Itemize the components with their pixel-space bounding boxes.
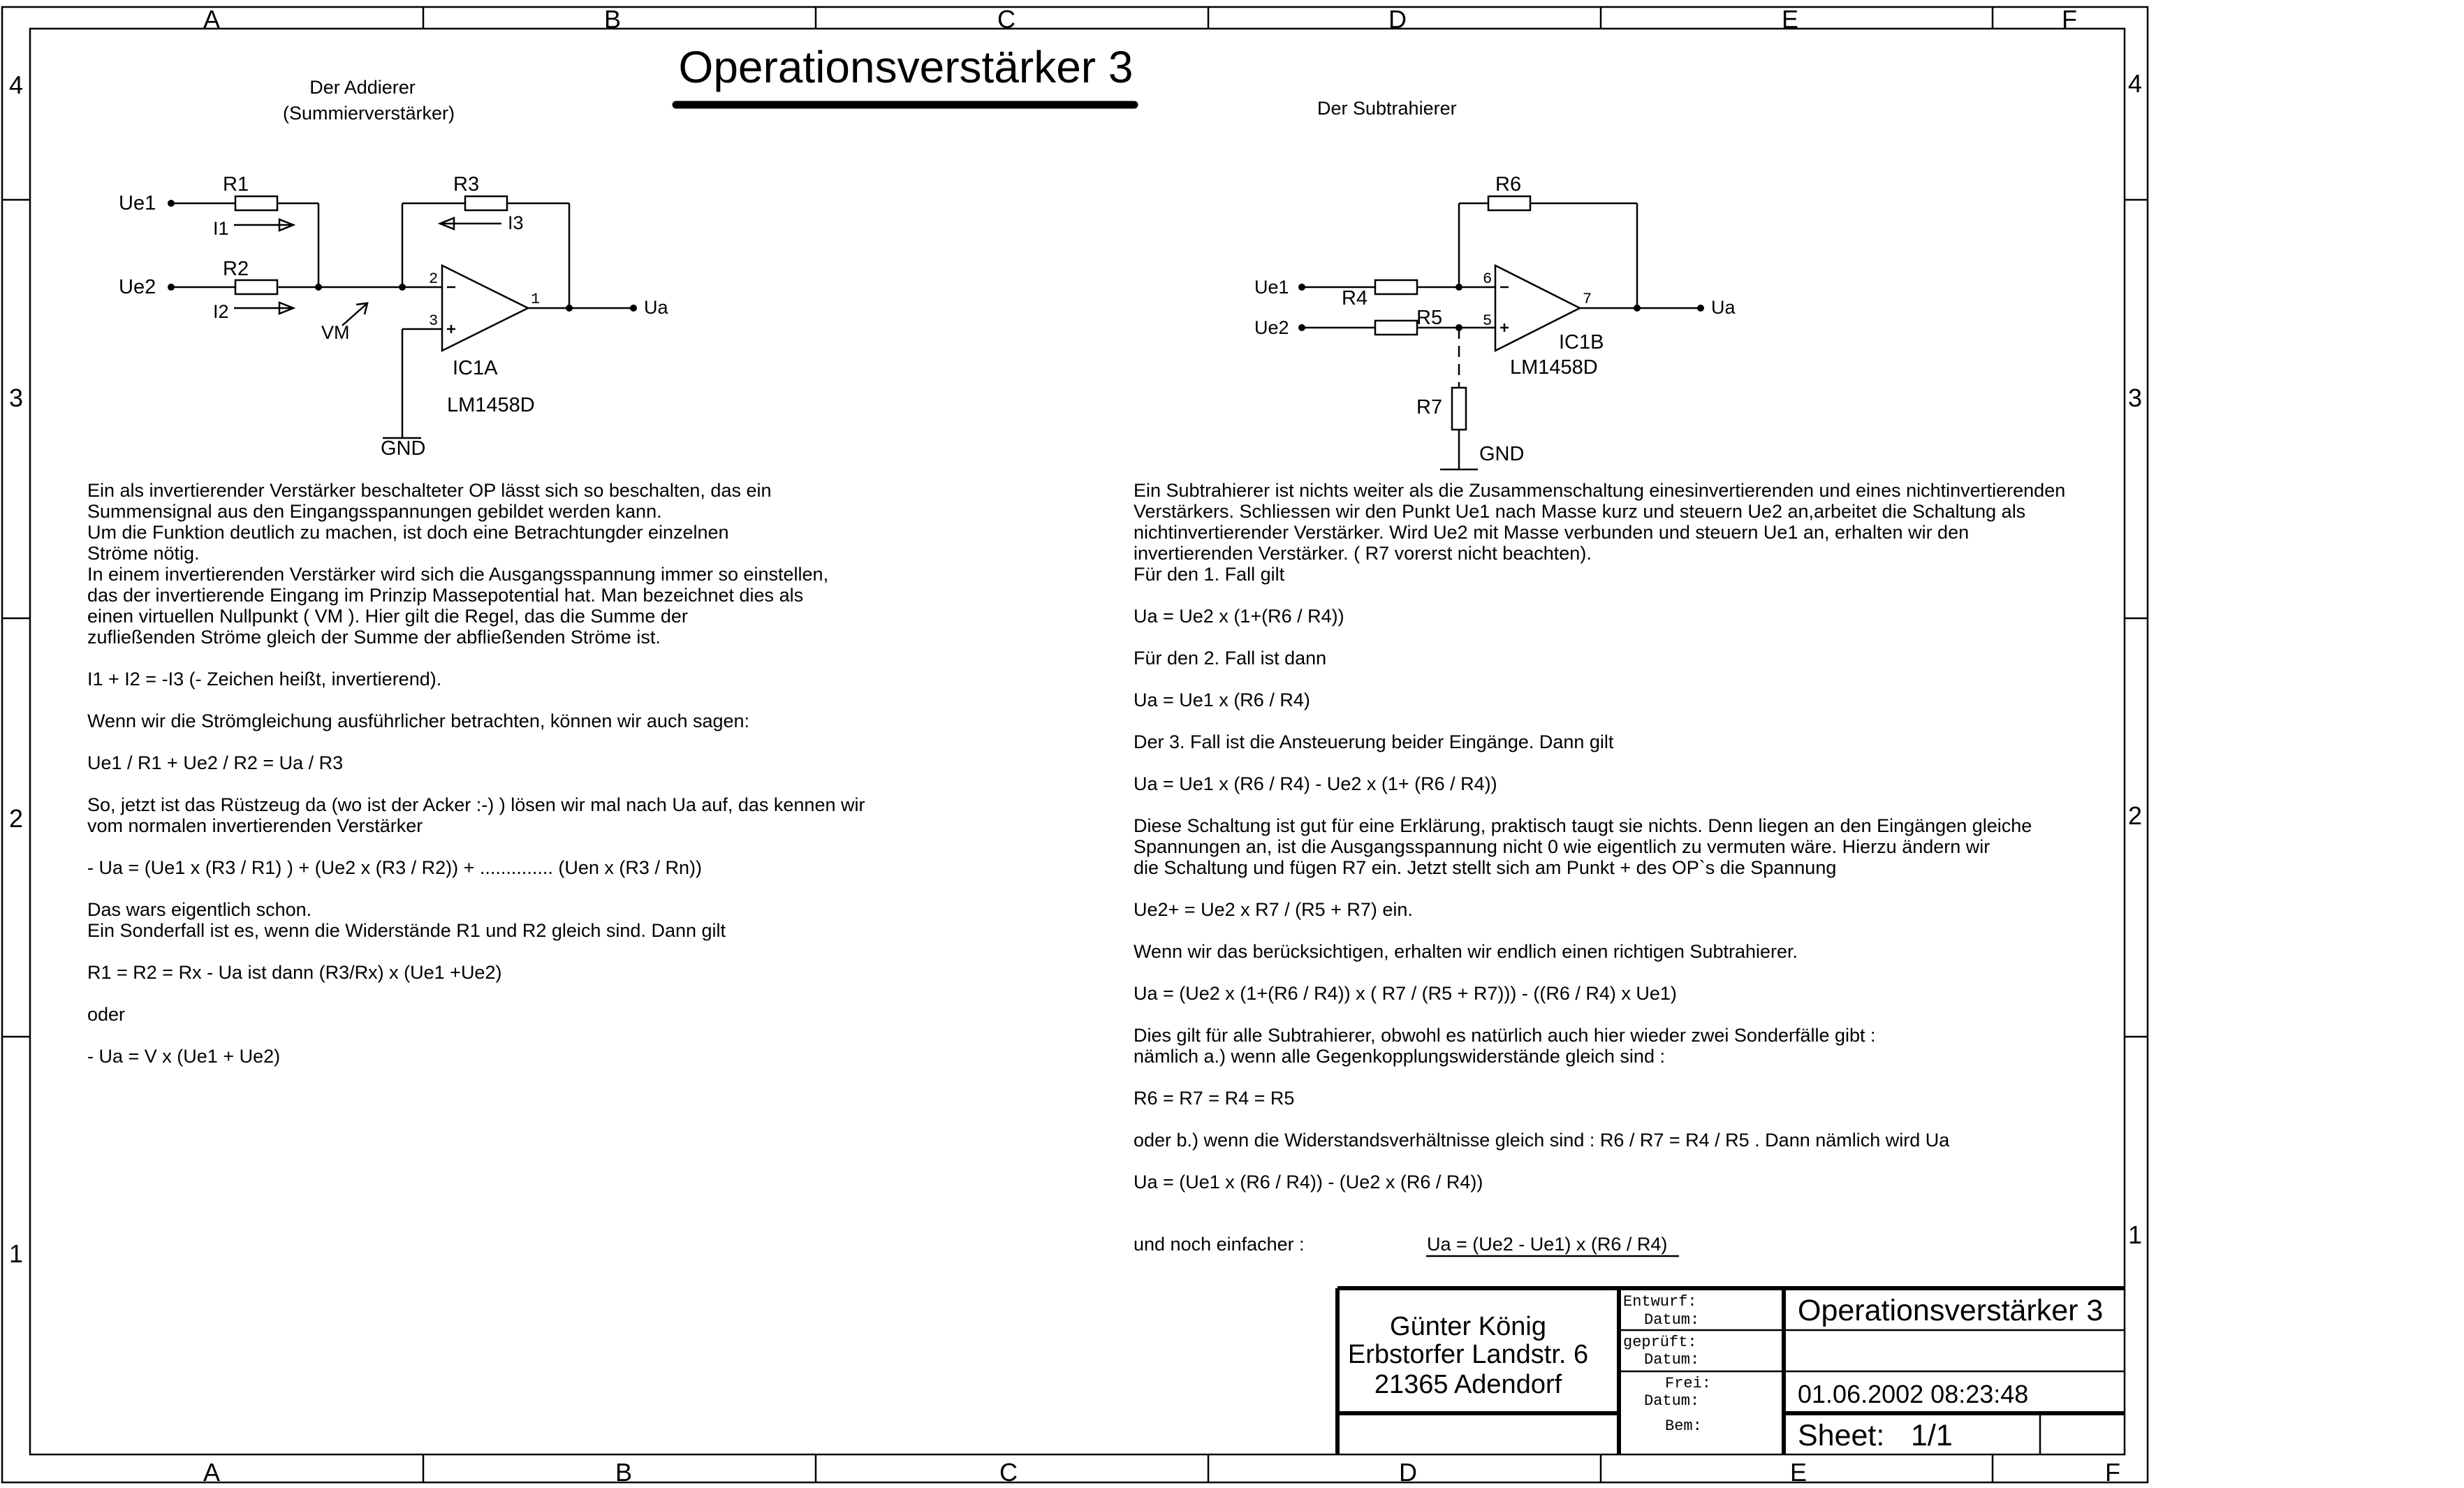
adder-subheading: (Summierverstärker) [282,103,455,124]
adder-text-line: Summensignal aus den Eingangsspannungen gebildet werden kann. [87,501,662,522]
resistor-r2 [235,280,277,294]
row-label-2-right: 2 [2127,801,2143,830]
subtractor-text-line: Für den 2. Fall ist dann [1134,648,1327,669]
final-formula: Ua = (Ue2 - Ue1) x (R6 / R4) [1427,1234,1668,1255]
adder-label-ic1a: IC1A [453,357,498,379]
col-label-f-top: F [2062,5,2077,34]
col-label-b-bottom: B [615,1458,633,1487]
adder-label-vm: VM [321,322,350,343]
adder-text-line: R1 = R2 = Rx - Ua ist dann (R3/Rx) x (Ue1 +Ue2) [87,962,502,983]
adder-label-i2: I2 [213,301,229,322]
subtractor-text-line: Diese Schaltung ist gut für eine Erklärung, praktisch taugt sie nichts. Denn liegen an den Eingängen gleiche [1134,815,2032,836]
subtractor-label-part: LM1458D [1510,356,1598,379]
subtractor-text-line: R6 = R7 = R4 = R5 [1134,1088,1295,1109]
subtractor-text-line: oder b.) wenn die Widerstandsverhältnisse gleich sind : R6 / R7 = R4 / R5 . Dann nämlich wird Ua [1134,1130,1950,1151]
adder-text-line: vom normalen invertierenden Verstärker [87,815,423,836]
resistor-r7 [1452,388,1466,430]
col-label-c-top: C [997,5,1015,34]
subtractor-label-ue2: Ue2 [1254,317,1289,338]
col-label-e-bottom: E [1789,1458,1807,1487]
subtractor-text-line: Ua = (Ue1 x (R6 / R4)) - (Ue2 x (R6 / R4)) [1134,1172,1483,1192]
adder-text-line: Wenn wir die Strömgleichung ausführlicher betrachten, können wir auch sagen: [87,710,750,731]
label-frei: Frei: [1665,1375,1712,1392]
final-formula-label: und noch einfacher : [1134,1234,1305,1255]
adder-text-line: Ein Sonderfall ist es, wenn die Widerstände R1 und R2 gleich sind. Dann gilt [87,920,726,941]
adder-label-ua: Ua [644,297,668,318]
adder-explanation [87,480,865,1067]
adder-text-line: So, jetzt ist das Rüstzeug da (wo ist der Acker :-) ) lösen wir mal nach Ua auf, das kennen wir [87,794,865,815]
label-geprueft: geprüft: [1623,1334,1697,1351]
label-entwurf: Entwurf: [1623,1293,1697,1311]
author-name: Günter König [1390,1312,1546,1341]
title-block-title: Operationsverstärker 3 [1798,1294,2104,1327]
adder-label-r2: R2 [223,258,249,280]
col-label-d-bottom: D [1399,1458,1417,1487]
adder-text-line: In einem invertierenden Verstärker wird sich die Ausgangsspannung immer so einstellen, [87,564,829,585]
subtractor-text-line: nichtinvertierender Verstärker. Wird Ue2 mit Masse verbunden und steuern Ue1 an, erhalten wir den [1134,522,1970,543]
resistor-r5 [1375,321,1417,335]
col-label-d-top: D [1388,5,1407,34]
row-label-4-right: 4 [2127,69,2143,98]
page-title: Operationsverstärker 3 [678,42,1134,92]
row-label-3-right: 3 [2127,384,2143,412]
adder-pin-3: 3 [429,312,439,330]
subtractor-label-ic1b: IC1B [1559,331,1604,353]
row-label-1-left: 1 [8,1239,24,1268]
adder-label-r1: R1 [223,173,249,196]
row-label-3-left: 3 [8,384,24,412]
sheet-label: Sheet: [1798,1419,1885,1452]
subtractor-circuit [1254,98,1736,469]
row-label-2-left: 2 [8,804,24,833]
resistor-r3 [465,196,507,210]
subtractor-text-line: Verstärkers. Schliessen wir den Punkt Ue1 nach Masse kurz und steuern Ue2 an,arbeitet die Schaltung als [1134,501,2026,522]
subtractor-text-line: nämlich a.) wenn alle Gegenkopplungswiderstände gleich sind : [1134,1046,1665,1067]
label-datum-2: Datum: [1644,1351,1700,1369]
subtractor-label-r6: R6 [1495,173,1522,196]
resistor-r4 [1375,280,1417,294]
label-bem: Bem: [1665,1417,1702,1435]
adder-text-line: Ein als invertierender Verstärker beschalteter OP lässt sich so beschalten, das ein [87,480,772,501]
subtractor-text-line: invertierenden Verstärker. ( R7 vorerst nicht beachten). [1134,543,1592,564]
subtractor-label-r5: R5 [1416,307,1443,329]
col-label-a-bottom: A [203,1458,221,1487]
adder-text-line: - Ua = V x (Ue1 + Ue2) [87,1046,281,1067]
label-datum-3: Datum: [1644,1392,1700,1410]
row-label-4-left: 4 [8,71,24,99]
col-label-c-bottom: C [999,1458,1018,1487]
subtractor-explanation [1134,480,2065,1192]
adder-pin-2: 2 [429,270,439,288]
subtractor-text-line: Spannungen an, ist die Ausgangsspannung nicht 0 wie eigentlich zu vermuten wäre. Hierzu ändern wir [1134,836,1990,857]
subtractor-text-line: Für den 1. Fall gilt [1134,564,1285,585]
adder-circuit [119,77,668,460]
adder-pin-1: 1 [531,291,541,308]
col-label-b-top: B [603,5,622,34]
adder-label-i3: I3 [508,212,524,233]
subtractor-pin-5: 5 [1483,312,1493,330]
resistor-r6 [1488,196,1530,210]
subtractor-label-ua: Ua [1711,297,1736,318]
adder-text-line: einen virtuellen Nullpunkt ( VM ). Hier gilt die Regel, das die Summe der [87,606,688,627]
subtractor-label-gnd: GND [1479,443,1525,465]
row-label-1-right: 1 [2127,1220,2143,1249]
subtractor-pin-7: 7 [1583,291,1592,308]
adder-text-line: Um die Funktion deutlich zu machen, ist doch eine Betrachtungder einzelnen [87,522,729,543]
adder-text-line: Ströme nötig. [87,543,200,564]
adder-label-ue2: Ue2 [119,276,156,298]
subtractor-label-r4: R4 [1342,287,1368,309]
resistor-r1 [235,196,277,210]
title-block [1337,1288,2125,1454]
adder-text-line: Das wars eigentlich schon. [87,899,312,920]
col-label-f-bottom: F [2105,1458,2120,1487]
subtractor-label-ue1: Ue1 [1254,277,1289,298]
subtractor-text-line: Dies gilt für alle Subtrahierer, obwohl es natürlich auch hier wieder zwei Sonderfälle gibt : [1134,1025,1876,1046]
author-city: 21365 Adendorf [1374,1370,1562,1399]
subtractor-text-line: Ua = Ue1 x (R6 / R4) - Ue2 x (1+ (R6 / R4)) [1134,773,1497,794]
adder-label-part: LM1458D [447,394,535,416]
subtractor-heading: Der Subtrahierer [1317,98,1457,119]
adder-label-gnd: GND [381,437,426,460]
adder-text-line: Ue1 / R1 + Ue2 / R2 = Ua / R3 [87,752,344,773]
subtractor-text-line: Der 3. Fall ist die Ansteuerung beider Eingänge. Dann gilt [1134,731,1614,752]
adder-label-ue1: Ue1 [119,192,156,214]
adder-label-i1: I1 [213,218,229,239]
adder-text-line: zufließenden Ströme gleich der Summe der abfließenden Ströme ist. [87,627,661,648]
subtractor-text-line: Ua = (Ue2 x (1+(R6 / R4)) x ( R7 / (R5 + R7))) - ((R6 / R4) x Ue1) [1134,983,1677,1004]
sheet-value: 1/1 [1911,1419,1953,1452]
adder-text-line: das der invertierende Eingang im Prinzip Massepotential hat. Man bezeichnet dies als [87,585,804,606]
subtractor-label-r7: R7 [1416,396,1443,418]
author-street: Erbstorfer Landstr. 6 [1347,1340,1589,1369]
col-label-e-top: E [1781,5,1799,34]
title-block-date: 01.06.2002 08:23:48 [1798,1380,2029,1408]
opamp-ic1a [442,265,528,351]
subtractor-text-line: die Schaltung und fügen R7 ein. Jetzt stellt sich am Punkt + des OP`s die Spannung [1134,857,1837,878]
adder-label-r3: R3 [453,173,480,196]
subtractor-text-line: Wenn wir das berücksichtigen, erhalten wir endlich einen richtigen Subtrahierer. [1134,941,1798,962]
subtractor-pin-6: 6 [1483,270,1493,288]
adder-heading: Der Addierer [309,77,416,98]
subtractor-text-line: Ua = Ue2 x (1+(R6 / R4)) [1134,606,1344,627]
adder-text-line: oder [87,1004,126,1025]
subtractor-text-line: Ue2+ = Ue2 x R7 / (R5 + R7) ein. [1134,899,1413,920]
drawing-frame [2,5,2148,1487]
col-label-a-top: A [203,5,221,34]
adder-text-line: I1 + I2 = -I3 (- Zeichen heißt, invertierend). [87,669,442,690]
adder-text-line: - Ua = (Ue1 x (R3 / R1) ) + (Ue2 x (R3 / R2)) + .............. (Uen x (R3 / Rn)) [87,857,702,878]
subtractor-text-line: Ua = Ue1 x (R6 / R4) [1134,690,1310,710]
label-datum-1: Datum: [1644,1311,1700,1329]
subtractor-text-line: Ein Subtrahierer ist nichts weiter als die Zusammenschaltung einesinvertierenden und eines nichtinvertierenden [1134,480,2066,501]
